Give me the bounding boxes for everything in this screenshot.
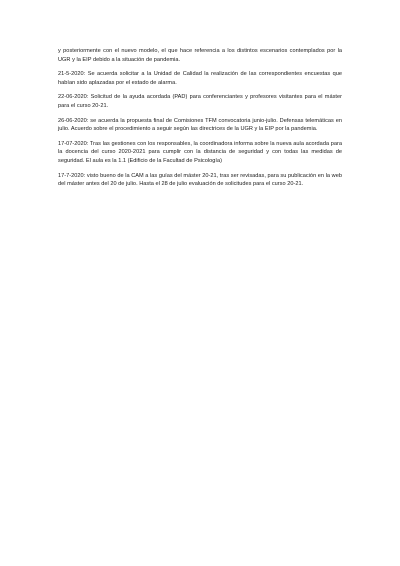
paragraph-new-classroom: 17-07-2020: Tras las gestiones con los responsables, la coordinadora informa sobre la nueva aula acordada para la docencia del curso 2020-2021 para cumplir con la distancia de seguridad y con todas las medidas de seguridad. El aula es la 1.1 (Edificio de la Facultad de Psicología) xyxy=(58,140,342,164)
paragraph-pandemic-scenarios: y posteriormente con el nuevo modelo, el que hace referencia a los distintos escenarios contemplados por la UGR y la EIP debido a la situación de pandemia. xyxy=(58,48,342,63)
paragraph-pad-request: 22-06-2020: Solicitud de la ayuda acordada (PAD) para conferenciantes y profesores visitantes para el máster para el curso 20-21. xyxy=(58,94,342,109)
paragraph-surveys: 21-5-2020: Se acuerda solicitar a la Unidad de Calidad la realización de las correspondientes encuestas que habían sido aplazadas por el estado de alarma. xyxy=(58,71,342,86)
paragraph-cam-guides: 17-7-2020: visto bueno de la CAM a las guías del máster 20-21, tras ser revisadas, para su publicación en la web del máster antes del 20 de julio. Hasta el 28 de julio evaluación de solicitudes para el curso 20-21. xyxy=(58,172,342,188)
paragraph-tfm-commissions: 26-06-2020: se acuerda la propuesta final de Comisiones TFM convocatoria junio-julio. Defensas telemáticas en julio. Acuerdo sobre el procedimiento a seguir según las directrices de la UGR y la EIP por la pandemia. xyxy=(58,117,342,133)
